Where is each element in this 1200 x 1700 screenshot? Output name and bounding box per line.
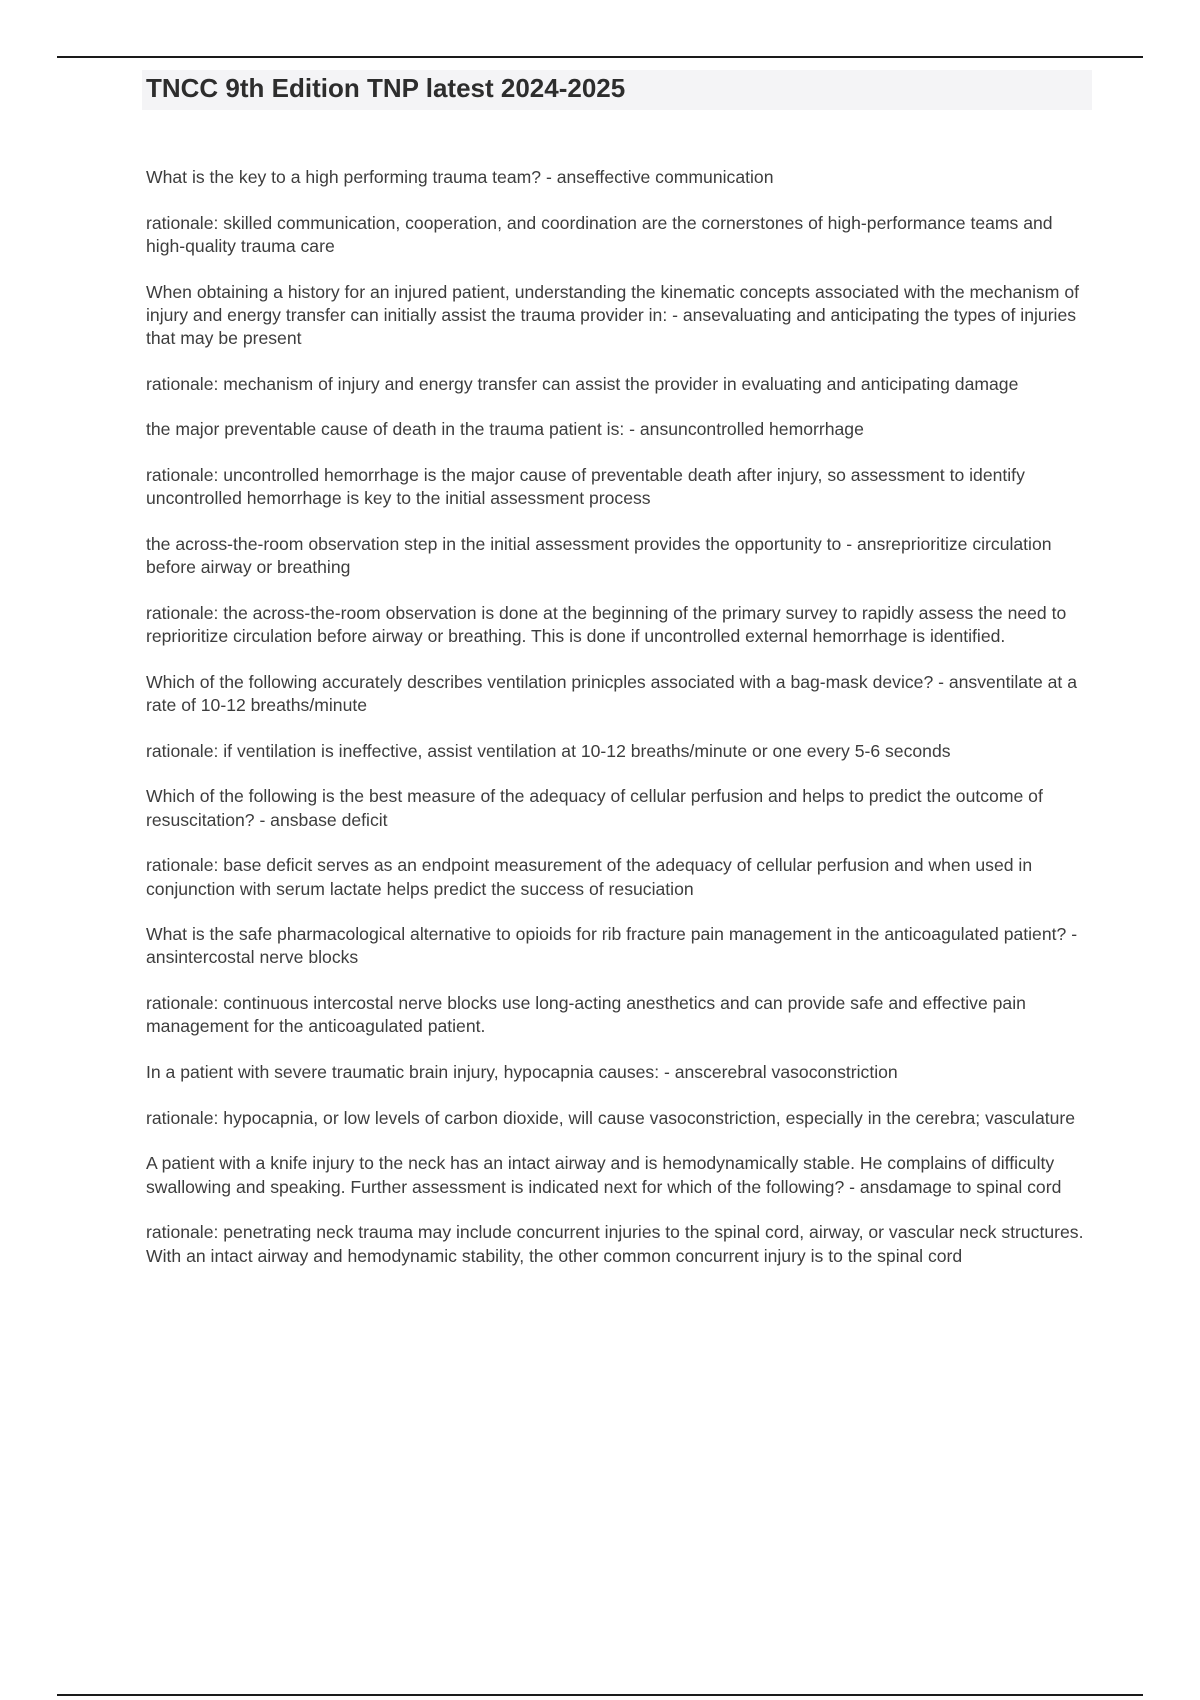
document-body	[146, 166, 1096, 1290]
rationale-paragraph: rationale: the across-the-room observation is done at the beginning of the primary survey to rapidly assess the need to reprioritize circulation before airway or breathing. This is done if uncontrolled external hemorrhage is identified.	[146, 602, 1067, 647]
rationale-paragraph: rationale: continuous intercostal nerve blocks use long-acting anesthetics and can provide safe and effective pain management for the anticoagulated patient.	[146, 993, 1026, 1037]
top-divider	[57, 56, 1143, 58]
rationale-paragraph: rationale: base deficit serves as an endpoint measurement of the adequacy of cellular perfusion and when used in conjunction with serum lactate helps predict the success of resuciation	[146, 855, 1033, 899]
question-paragraph: Which of the following is the best measure of the adequacy of cellular perfusion and helps to predict the outcome of resuscitation? - ansbase deficit	[146, 786, 1043, 830]
bottom-divider	[57, 1694, 1143, 1696]
question-paragraph: What is the safe pharmacological alternative to opioids for rib fracture pain management in the anticoagulated patient? - ansintercostal nerve blocks	[146, 924, 1078, 968]
question-paragraph: What is the key to a high performing trauma team? - anseffective communication	[146, 167, 774, 187]
question-paragraph: the major preventable cause of death in the trauma patient is: - ansuncontrolled hemorrhage	[146, 419, 864, 440]
rationale-paragraph: rationale: skilled communication, cooperation, and coordination are the cornerstones of high-performance teams and high-quality trauma care	[146, 212, 1053, 256]
rationale-paragraph: rationale: hypocapnia, or low levels of carbon dioxide, will cause vasoconstriction, especially in the cerebra; vasculature	[146, 1107, 1076, 1128]
document-title: TNCC 9th Edition TNP latest 2024-2025	[146, 73, 626, 103]
rationale-paragraph: rationale: if ventilation is ineffective, assist ventilation at 10-12 breaths/minute or one every 5-6 seconds	[146, 740, 951, 761]
question-paragraph: In a patient with severe traumatic brain injury, hypocapnia causes: - anscerebral vasoconstriction	[146, 1062, 898, 1083]
question-paragraph: Which of the following accurately describes ventilation prinicples associated with a bag-mask device? - ansventilate at a rate of 10-12 breaths/minute	[146, 671, 1077, 716]
question-paragraph: When obtaining a history for an injured patient, understanding the kinematic concepts associated with the mechanism of injury and energy transfer can initially assist the trauma provider in: - ansevaluating and anticipating the types of injuries that may be present	[146, 281, 1080, 349]
question-paragraph: A patient with a knife injury to the neck has an intact airway and is hemodynamically stable. He complains of difficulty swallowing and speaking. Further assessment is indicated next for which of the following? - ansdamage to spinal cord	[146, 1153, 1062, 1197]
rationale-paragraph: rationale: mechanism of injury and energy transfer can assist the provider in evaluating and anticipating damage	[146, 373, 1019, 394]
rationale-paragraph: rationale: uncontrolled hemorrhage is the major cause of preventable death after injury, so assessment to identify uncontrolled hemorrhage is key to the initial assessment process	[146, 465, 1025, 509]
rationale-paragraph: rationale: penetrating neck trauma may include concurrent injuries to the spinal cord, airway, or vascular neck structures. With an intact airway and hemodynamic stability, the other common concurrent injury is to the spinal cord	[146, 1222, 1084, 1266]
question-paragraph: the across-the-room observation step in the initial assessment provides the opportunity to - ansreprioritize circulation before airway or breathing	[146, 534, 1052, 578]
